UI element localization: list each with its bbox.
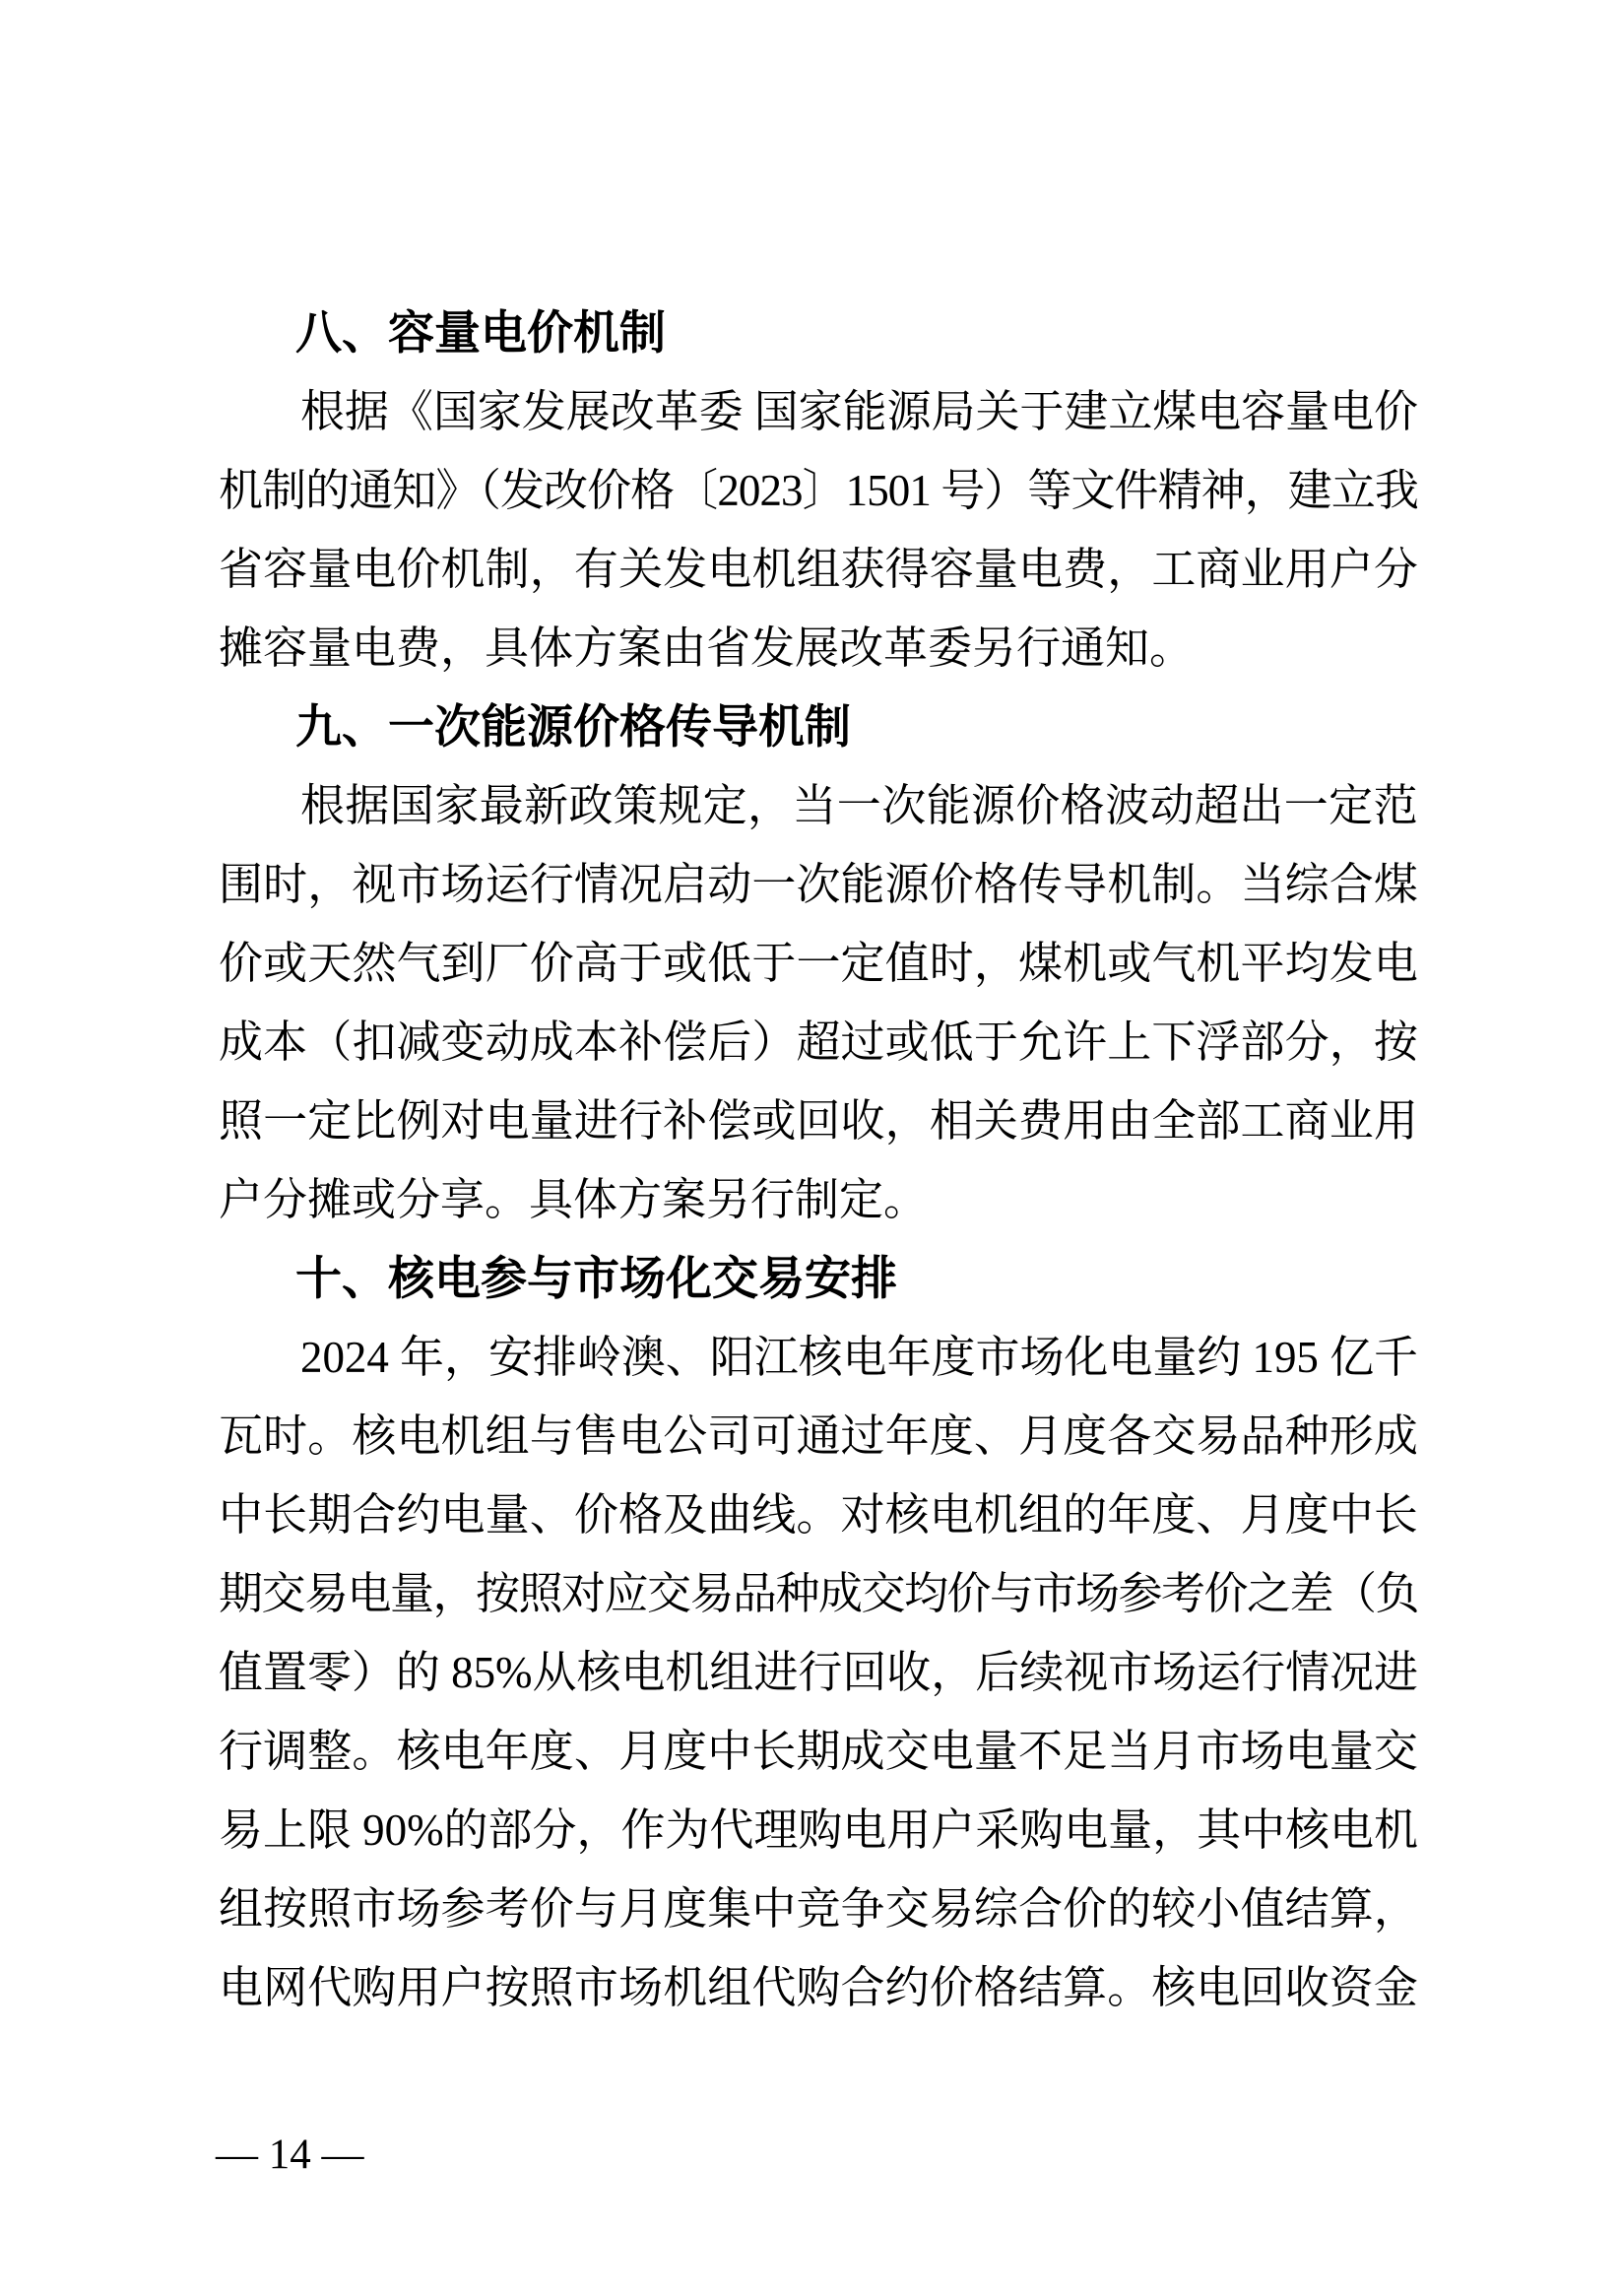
paragraph-line: 2024 年，安排岭澳、阳江核电年度市场化电量约 195 亿千 [300, 1333, 1418, 1382]
paragraph-line: 户分摊或分享。具体方案另行制定。 [219, 1175, 929, 1224]
section-heading: 九、一次能源价格传导机制 [295, 700, 851, 753]
section-primary-energy-price-mechanism [219, 688, 1418, 1239]
section-nuclear-market-trading [219, 1239, 1418, 2027]
paragraph-line: 根据《国家发展改革委 国家能源局关于建立煤电容量电价 [300, 387, 1418, 436]
paragraph-line: 期交易电量，按照对应交易品种成交均价与市场参考价之差（负 [219, 1569, 1418, 1618]
paragraph-line: 照一定比例对电量进行补偿或回收，相关费用由全部工商业用 [219, 1096, 1418, 1146]
page-footer [216, 2116, 364, 2195]
section-heading: 十、核电参与市场化交易安排 [295, 1252, 897, 1304]
section-paragraph [219, 372, 1418, 688]
paragraph-line: 成本（扣减变动成本补偿后）超过或低于允许上下浮部分，按 [219, 1017, 1418, 1067]
section-heading: 八、容量电价机制 [295, 306, 666, 359]
section-paragraph [219, 766, 1418, 1239]
paragraph-line: 根据国家最新政策规定，当一次能源价格波动超出一定范 [300, 781, 1418, 830]
paragraph-line: 摊容量电费，具体方案由省发展改革委另行通知。 [219, 623, 1195, 673]
paragraph-line: 省容量电价机制，有关发电机组获得容量电费，工商业用户分 [219, 545, 1418, 594]
paragraph-line: 易上限 90%的部分，作为代理购电用户采购电量，其中核电机 [219, 1805, 1418, 1855]
paragraph-line: 组按照市场参考价与月度集中竞争交易综合价的较小值结算， [219, 1884, 1418, 1934]
paragraph-line: 价或天然气到厂价高于或低于一定值时，煤机或气机平均发电 [219, 939, 1418, 988]
paragraph-line: 机制的通知》（发改价格〔2023〕1501 号）等文件精神，建立我 [219, 466, 1418, 515]
paragraph-line: 行调整。核电年度、月度中长期成交电量不足当月市场电量交 [219, 1727, 1418, 1776]
paragraph-line: 值置零）的 85%从核电机组进行回收，后续视市场运行情况进 [219, 1648, 1418, 1697]
paragraph-line: 瓦时。核电机组与售电公司可通过年度、月度各交易品种形成 [219, 1411, 1418, 1461]
paragraph-line: 电网代购用户按照市场机组代购合约价格结算。核电回收资金 [219, 1963, 1418, 2012]
section-paragraph [219, 1318, 1418, 2027]
page-number: — 14 — [216, 2132, 364, 2178]
document-content [219, 294, 1418, 2027]
paragraph-line: 中长期合约电量、价格及曲线。对核电机组的年度、月度中长 [219, 1490, 1418, 1540]
paragraph-line: 围时，视市场运行情况启动一次能源价格传导机制。当综合煤 [219, 860, 1418, 909]
section-capacity-price-mechanism [219, 294, 1418, 688]
